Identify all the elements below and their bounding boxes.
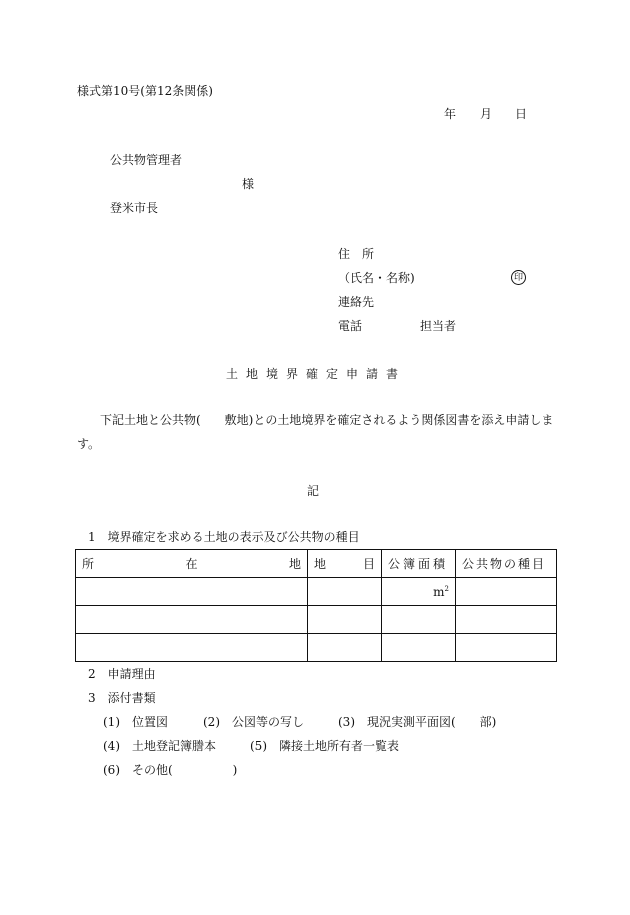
cell-category: [308, 634, 382, 662]
cell-category: [308, 606, 382, 634]
ki-heading: 記: [307, 484, 320, 498]
addressee-mayor: 登米市長: [110, 201, 159, 215]
attachment-4: (4) 土地登記簿謄本: [103, 739, 216, 753]
cell-kind: [456, 634, 557, 662]
table-row: [76, 634, 557, 662]
attachment-2: (2) 公図等の写し: [203, 715, 304, 729]
cell-location: [76, 606, 308, 634]
header-kind: 公共物の種目: [456, 550, 557, 578]
attachment-6: (6) その他( ): [103, 763, 238, 777]
table-row: [76, 578, 557, 606]
seal-mark: 印: [511, 270, 526, 285]
area-unit: m: [433, 584, 445, 599]
addressee-manager: 公共物管理者: [110, 153, 183, 167]
table-row: [76, 606, 557, 634]
date-day: 日: [515, 107, 528, 121]
header-category: 地 目: [308, 550, 382, 578]
addressee-honorific: 様: [242, 177, 255, 191]
date-year: 年: [444, 107, 457, 121]
applicant-address-label: 住 所: [338, 247, 375, 261]
applicant-contact-label: 連絡先: [338, 295, 375, 309]
attachment-5: (5) 隣接土地所有者一覧表: [250, 739, 399, 753]
date-month: 月: [480, 107, 493, 121]
cell-kind: [456, 578, 557, 606]
attachment-1: (1) 位置図: [103, 715, 168, 729]
cell-area: [382, 606, 456, 634]
header-area: 公簿面積: [382, 550, 456, 578]
attachment-3: (3) 現況実測平面図( 部): [338, 715, 497, 729]
applicant-person-label: 担当者: [420, 319, 457, 333]
area-unit-sup: 2: [444, 584, 449, 593]
section2-heading: 2 申請理由: [88, 667, 156, 681]
section1-heading: 1 境界確定を求める土地の表示及び公共物の種目: [88, 530, 360, 544]
land-table: [75, 549, 557, 662]
cell-location: [76, 578, 308, 606]
cell-area: [382, 578, 456, 606]
applicant-phone-label: 電話: [338, 319, 363, 333]
cell-area: [382, 634, 456, 662]
cell-location: [76, 634, 308, 662]
table-header-row: [76, 550, 557, 578]
body-text-line2: す。: [77, 437, 101, 451]
form-id: 様式第10号(第12条関係): [77, 84, 213, 98]
page-title: 土地境界確定申請書: [226, 367, 407, 381]
header-location: 所 在 地: [76, 550, 308, 578]
cell-category: [308, 578, 382, 606]
section3-heading: 3 添付書類: [88, 691, 156, 705]
applicant-name-label: （氏名・名称): [338, 271, 415, 285]
body-text-line1: 下記土地と公共物( 敷地)との土地境界を確定されるよう関係図書を添え申請しま: [100, 413, 554, 427]
cell-kind: [456, 606, 557, 634]
